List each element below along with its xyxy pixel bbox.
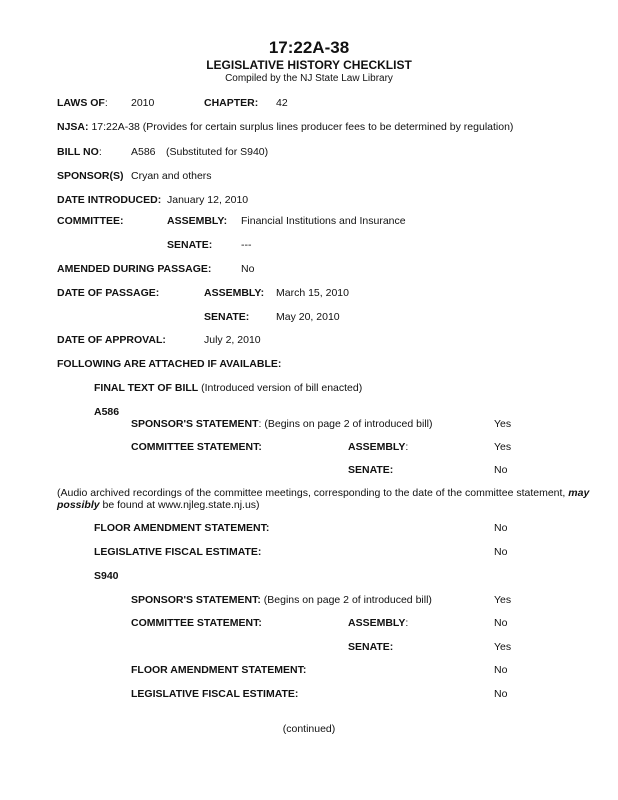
bill-no-note: (Substituted for S940) xyxy=(166,146,269,158)
committee-label: COMMITTEE: xyxy=(57,215,124,227)
passage-assembly-value: March 15, 2010 xyxy=(276,287,349,299)
s940-fiscal-estimate-label: LEGISLATIVE FISCAL ESTIMATE: xyxy=(131,688,299,700)
a586-committee-assembly-label: ASSEMBLY: xyxy=(348,441,409,453)
amended-value: No xyxy=(241,263,255,275)
amended-label: AMENDED DURING PASSAGE: xyxy=(57,263,212,275)
chapter-label: CHAPTER: xyxy=(204,97,259,109)
a586-heading: A586 xyxy=(94,406,120,418)
committee-senate-label: SENATE: xyxy=(167,239,213,251)
bill-no-label: BILL NO: xyxy=(57,146,102,158)
s940-floor-amendment-label: FLOOR AMENDMENT STATEMENT: xyxy=(131,664,307,676)
a586-floor-amendment-label: FLOOR AMENDMENT STATEMENT: xyxy=(94,522,270,534)
attached-heading: FOLLOWING ARE ATTACHED IF AVAILABLE: xyxy=(57,358,282,370)
a586-sponsor-statement-value: Yes xyxy=(494,418,512,430)
s940-committee-senate-label: SENATE: xyxy=(348,641,394,653)
a586-fiscal-estimate-label: LEGISLATIVE FISCAL ESTIMATE: xyxy=(94,546,262,558)
laws-of-value: 2010 xyxy=(131,97,155,109)
passage-senate-value: May 20, 2010 xyxy=(276,311,340,323)
s940-committee-statement-label: COMMITTEE STATEMENT: xyxy=(131,617,262,629)
date-of-approval-value: July 2, 2010 xyxy=(204,334,261,346)
page-title: 17:22A-38 xyxy=(268,38,350,57)
laws-of-label: LAWS OF: xyxy=(57,97,108,109)
a586-sponsor-statement: SPONSOR'S STATEMENT: (Begins on page 2 of introduced bill) xyxy=(131,418,433,430)
committee-assembly-value: Financial Institutions and Insurance xyxy=(241,215,406,227)
committee-assembly-label: ASSEMBLY: xyxy=(167,215,228,227)
a586-committee-assembly-value: Yes xyxy=(494,441,512,453)
s940-committee-assembly-value: No xyxy=(494,617,508,629)
compiled-by: Compiled by the NJ State Law Library xyxy=(225,73,393,84)
final-text-line: FINAL TEXT OF BILL (Introduced version of bill enacted) xyxy=(94,382,363,394)
a586-committee-senate-value: No xyxy=(494,464,508,476)
committee-senate-value: --- xyxy=(241,239,252,251)
s940-fiscal-estimate-value: No xyxy=(494,688,508,700)
njsa-line: NJSA: 17:22A-38 (Provides for certain surplus lines producer fees to be determined by regulation) xyxy=(57,121,514,133)
date-introduced-value: January 12, 2010 xyxy=(167,194,249,206)
a586-committee-senate-label: SENATE: xyxy=(348,464,394,476)
a586-floor-amendment-value: No xyxy=(494,522,508,534)
s940-sponsor-statement: SPONSOR'S STATEMENT: (Begins on page 2 of introduced bill) xyxy=(131,594,432,606)
sponsors-label: SPONSOR(S) xyxy=(57,170,124,182)
date-introduced-label: DATE INTRODUCED: xyxy=(57,194,162,206)
page-subtitle: LEGISLATIVE HISTORY CHECKLIST xyxy=(206,58,412,72)
s940-floor-amendment-value: No xyxy=(494,664,508,676)
s940-committee-senate-value: Yes xyxy=(494,641,512,653)
bill-no-value: A586 xyxy=(131,146,156,158)
a586-committee-statement-label: COMMITTEE STATEMENT: xyxy=(131,441,262,453)
passage-senate-label: SENATE: xyxy=(204,311,250,323)
date-of-approval-label: DATE OF APPROVAL: xyxy=(57,334,166,346)
chapter-value: 42 xyxy=(276,97,288,109)
audio-note: (Audio archived recordings of the committee meetings, corresponding to the date of the committee statement, may possibly be found at www.njleg.state.nj.us) xyxy=(57,487,590,511)
continued-footer: (continued) xyxy=(282,723,336,735)
s940-committee-assembly-label: ASSEMBLY: xyxy=(348,617,409,629)
s940-sponsor-statement-value: Yes xyxy=(494,594,512,606)
date-of-passage-label: DATE OF PASSAGE: xyxy=(57,287,160,299)
sponsors-value: Cryan and others xyxy=(131,170,212,182)
s940-heading: S940 xyxy=(94,570,119,582)
a586-fiscal-estimate-value: No xyxy=(494,546,508,558)
passage-assembly-label: ASSEMBLY: xyxy=(204,287,265,299)
